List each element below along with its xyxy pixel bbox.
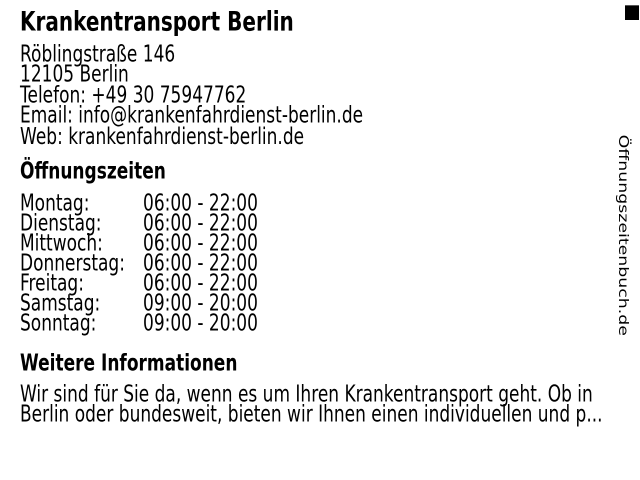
time-range: 06:00 - 22:00	[143, 270, 258, 298]
day-label: Montag:	[20, 190, 90, 218]
hours-table	[20, 190, 258, 338]
info-text	[20, 381, 603, 429]
address-city: 12105 Berlin	[20, 61, 129, 89]
time-range: 09:00 - 20:00	[143, 310, 258, 338]
day-label: Sonntag:	[20, 310, 97, 338]
contact-block	[20, 41, 364, 151]
email-line: Email: info@krankenfahrdienst-berlin.de	[20, 102, 364, 130]
day-label: Samstag:	[20, 290, 101, 318]
web-line: Web: krankenfahrdienst-berlin.de	[20, 123, 305, 151]
phone-line: Telefon: +49 30 75947762	[20, 82, 247, 110]
time-range: 09:00 - 20:00	[143, 290, 258, 318]
time-range: 06:00 - 22:00	[143, 230, 258, 258]
hours-row	[20, 310, 258, 338]
info-text-line: Berlin oder bundesweit, bieten wir Ihnen einen individuellen und p...	[20, 401, 603, 429]
day-label: Mittwoch:	[20, 230, 103, 258]
day-label: Dienstag:	[20, 210, 102, 238]
time-range: 06:00 - 22:00	[143, 190, 258, 218]
time-range: 06:00 - 22:00	[143, 210, 258, 238]
brand-square-icon	[625, 5, 639, 20]
watermark-vertical-text: Öffnungszeitenbuch.de	[615, 134, 630, 336]
day-label: Donnerstag:	[20, 250, 125, 278]
address-street: Röblingstraße 146	[20, 41, 176, 68]
info-heading: Weitere Informationen	[20, 350, 238, 378]
page-title: Krankentransport Berlin	[20, 5, 294, 38]
info-text-line: Wir sind für Sie da, wenn es um Ihren Krankentransport geht. Ob in	[20, 381, 593, 408]
time-range: 06:00 - 22:00	[143, 250, 258, 278]
day-label: Freitag:	[20, 270, 84, 298]
hours-heading: Öffnungszeiten	[20, 158, 166, 186]
